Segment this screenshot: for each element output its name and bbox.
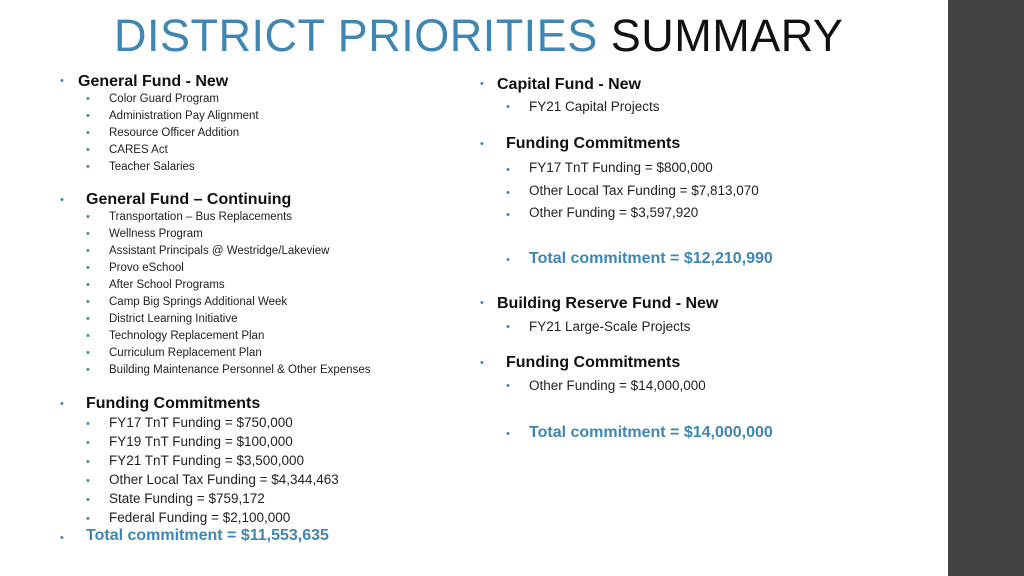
list-item-text: Other Funding = $3,597,920 [529,205,699,220]
list-item-text: After School Programs [109,279,225,291]
left-funding-heading: Funding Commitments [86,395,261,412]
list-item-text: FY19 TnT Funding = $100,000 [109,434,293,449]
list-item-text: FY21 TnT Funding = $3,500,000 [109,453,305,468]
list-item [0,294,288,311]
list-item [0,277,225,294]
list-item [0,243,330,260]
bullet-icon: • [506,428,510,440]
list-item-text: Curriculum Replacement Plan [109,347,262,359]
bullet-icon: • [86,364,90,376]
list-item-text: State Funding = $759,172 [109,491,265,506]
list-item-text: Provo eSchool [109,262,184,274]
list-item-text: FY21 Capital Projects [529,99,660,114]
bullet-icon: • [480,78,484,90]
left-funding-list [0,413,339,527]
building-funding-heading: Funding Commitments [506,354,681,371]
list-item [0,508,291,527]
title-highlight: DISTRICT PRIORITIES [114,10,598,61]
capital-funding-heading: Funding Commitments [506,135,681,152]
list-item [0,142,400,159]
list-item [0,226,203,243]
list-item-text: Technology Replacement Plan [109,330,265,342]
bullet-icon: • [86,313,90,325]
bullet-icon: • [480,357,484,369]
list-item [0,125,400,142]
bullet-icon: • [60,398,64,410]
list-item-text: Camp Big Springs Additional Week [109,296,288,308]
bullet-icon: • [86,456,90,468]
list-item [0,470,339,489]
bullet-icon: • [86,211,90,223]
bullet-icon: • [480,138,484,150]
bullet-icon: • [60,532,64,544]
capital-total-commitment: Total commitment = $12,210,990 [529,250,773,267]
bullet-icon: • [480,297,484,309]
general-fund-continuing-heading: General Fund – Continuing [86,191,292,208]
bullet-icon: • [506,186,510,199]
list-item-text: FY17 TnT Funding = $800,000 [529,160,713,175]
list-item-text: Wellness Program [109,228,203,240]
side-panel [948,0,1024,576]
bullet-icon: • [86,228,90,240]
bullet-icon: • [506,321,510,333]
left-total-commitment: Total commitment = $11,553,635 [86,527,329,544]
list-item-text: Color Guard Program [109,93,219,105]
list-item [0,260,184,277]
list-item-text: CARES Act [109,144,168,156]
list-item-text: Building Maintenance Personnel & Other Expenses [109,364,371,376]
bullet-icon: • [86,494,90,506]
list-item [0,108,400,125]
list-item-text: Federal Funding = $2,100,000 [109,510,291,525]
list-item [0,345,262,362]
title-rest: SUMMARY [610,10,844,61]
list-item-text: Resource Officer Addition [109,127,240,139]
bullet-icon: • [86,437,90,449]
bullet-icon: • [86,161,90,173]
list-item-text: Transportation – Bus Replacements [109,211,293,223]
general-fund-new-list [0,91,400,176]
bullet-icon: • [86,144,90,156]
bullet-icon: • [86,475,90,487]
general-fund-new-heading: General Fund - New [78,73,229,90]
list-item-text: District Learning Initiative [109,313,238,325]
bullet-icon: • [506,164,510,176]
bullet-icon: • [506,209,510,221]
building-reserve-heading: Building Reserve Fund - New [497,295,719,312]
list-item [0,489,265,508]
list-item [0,159,400,176]
list-item [0,451,305,470]
capital-fund-new-heading: Capital Fund - New [497,76,641,93]
bullet-icon: • [506,101,510,113]
list-item-text: Other Funding = $14,000,000 [529,378,706,393]
bullet-icon: • [86,296,90,308]
list-item-text: Other Local Tax Funding = $7,813,070 [529,182,759,198]
bullet-icon: • [86,513,90,525]
bullet-icon: • [506,380,510,392]
bullet-icon: • [86,110,90,122]
list-item [0,432,293,451]
bullet-icon: • [506,254,510,266]
list-item [0,376,706,395]
general-fund-continuing-list [0,209,371,379]
list-item-text: Administration Pay Alignment [109,110,259,122]
slide-title [114,6,843,66]
bullet-icon: • [86,347,90,359]
bullet-icon: • [86,93,90,105]
list-item-text: Teacher Salaries [109,161,195,173]
bullet-icon: • [86,245,90,257]
bullet-icon: • [86,330,90,342]
list-item [0,413,293,432]
list-item-text: FY17 TnT Funding = $750,000 [109,415,293,430]
bullet-icon: • [86,418,90,430]
list-item [0,91,400,108]
list-item-text: Other Local Tax Funding = $4,344,463 [109,472,339,487]
list-item-text: FY21 Large-Scale Projects [529,319,691,334]
building-total-commitment: Total commitment = $14,000,000 [529,424,773,441]
bullet-icon: • [86,262,90,274]
bullet-icon: • [60,75,64,87]
bullet-icon: • [86,279,90,291]
bullet-icon: • [60,194,64,206]
list-item-text: Assistant Principals @ Westridge/Lakeview [109,245,330,257]
bullet-icon: • [86,127,90,139]
